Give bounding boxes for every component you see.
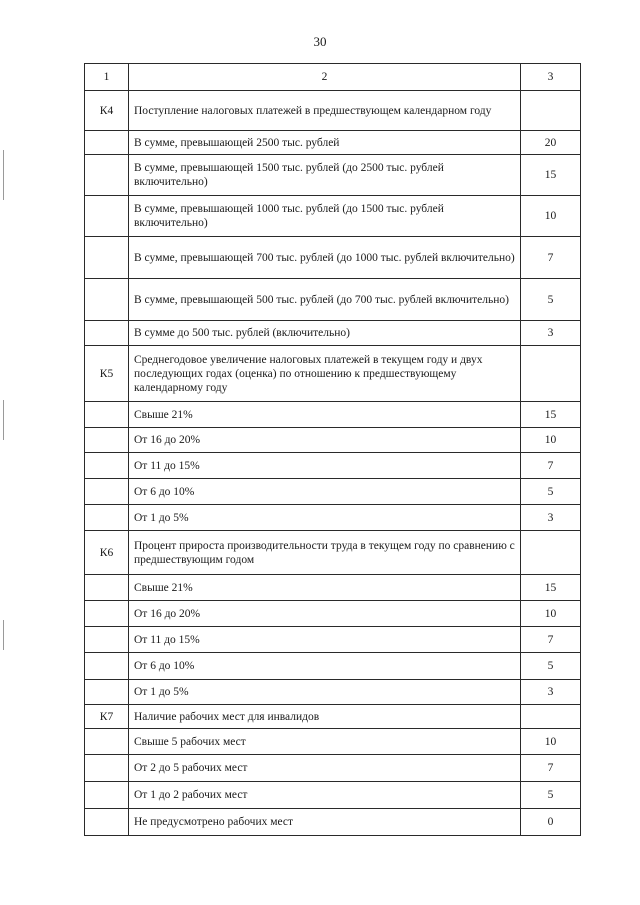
criterion-code — [85, 402, 129, 428]
criterion-code: К5 — [85, 346, 129, 402]
criterion-code — [85, 155, 129, 196]
criterion-text: Процент прироста производительности труда в текущем году по сравнению с предшествующим годом — [129, 531, 521, 575]
page-number: 30 — [313, 34, 327, 49]
criterion-text: От 6 до 10% — [129, 479, 521, 505]
criterion-points — [521, 705, 581, 729]
header-cell-1: 1 — [85, 64, 129, 91]
criterion-text: В сумме, превышающей 500 тыс. рублей (до 700 тыс. рублей включительно) — [129, 279, 521, 321]
criterion-text: Наличие рабочих мест для инвалидов — [129, 705, 521, 729]
criterion-text: В сумме, превышающей 700 тыс. рублей (до 1000 тыс. рублей включительно) — [129, 237, 521, 279]
criterion-points: 20 — [521, 131, 581, 155]
criterion-points: 0 — [521, 809, 581, 836]
criterion-code: К4 — [85, 91, 129, 131]
table-row — [85, 428, 581, 453]
criterion-points: 3 — [521, 505, 581, 531]
criterion-code — [85, 782, 129, 809]
criterion-code — [85, 729, 129, 755]
table-row — [85, 601, 581, 627]
criterion-points: 10 — [521, 428, 581, 453]
table-row — [85, 155, 581, 196]
criterion-points: 3 — [521, 680, 581, 705]
criterion-text: Свыше 21% — [129, 575, 521, 601]
criterion-code — [85, 321, 129, 346]
criterion-code — [85, 601, 129, 627]
criterion-code — [85, 131, 129, 155]
criterion-points: 7 — [521, 755, 581, 782]
criterion-code — [85, 575, 129, 601]
criterion-text: В сумме до 500 тыс. рублей (включительно) — [129, 321, 521, 346]
scan-edge-mark — [3, 400, 4, 440]
criterion-code — [85, 237, 129, 279]
table-row — [85, 653, 581, 680]
criterion-code — [85, 279, 129, 321]
table-row — [85, 346, 581, 402]
criterion-code — [85, 196, 129, 237]
criterion-points: 15 — [521, 155, 581, 196]
table-row — [85, 755, 581, 782]
table-row — [85, 196, 581, 237]
criterion-code: К6 — [85, 531, 129, 575]
table-row — [85, 479, 581, 505]
table-row — [85, 91, 581, 131]
criterion-code — [85, 428, 129, 453]
criterion-points: 10 — [521, 196, 581, 237]
criterion-points: 5 — [521, 479, 581, 505]
criterion-text: Не предусмотрено рабочих мест — [129, 809, 521, 836]
criterion-points: 5 — [521, 279, 581, 321]
criterion-text: От 1 до 2 рабочих мест — [129, 782, 521, 809]
criterion-code — [85, 680, 129, 705]
table-header-row — [85, 64, 581, 91]
table-row — [85, 809, 581, 836]
criterion-text: От 1 до 5% — [129, 505, 521, 531]
criterion-code — [85, 653, 129, 680]
criteria-table — [84, 63, 581, 836]
criterion-code — [85, 453, 129, 479]
criterion-points: 5 — [521, 653, 581, 680]
table-row — [85, 321, 581, 346]
table-row — [85, 279, 581, 321]
criterion-points: 15 — [521, 402, 581, 428]
criterion-text: От 2 до 5 рабочих мест — [129, 755, 521, 782]
table-row — [85, 627, 581, 653]
criterion-points: 7 — [521, 453, 581, 479]
criterion-points: 3 — [521, 321, 581, 346]
criterion-text: В сумме, превышающей 1500 тыс. рублей (до 2500 тыс. рублей включительно) — [129, 155, 521, 196]
criterion-points: 7 — [521, 627, 581, 653]
table-row — [85, 680, 581, 705]
criterion-code — [85, 479, 129, 505]
criterion-code — [85, 755, 129, 782]
table-row — [85, 729, 581, 755]
criterion-text: Свыше 5 рабочих мест — [129, 729, 521, 755]
table-row — [85, 782, 581, 809]
criterion-points — [521, 346, 581, 402]
criterion-text: В сумме, превышающей 1000 тыс. рублей (до 1500 тыс. рублей включительно) — [129, 196, 521, 237]
header-cell-2: 2 — [129, 64, 521, 91]
criterion-points: 7 — [521, 237, 581, 279]
criterion-points — [521, 531, 581, 575]
table-row — [85, 505, 581, 531]
criterion-text: От 1 до 5% — [129, 680, 521, 705]
table-row — [85, 705, 581, 729]
criterion-code — [85, 809, 129, 836]
table-row — [85, 402, 581, 428]
table-row — [85, 531, 581, 575]
criterion-code — [85, 627, 129, 653]
criterion-text: От 11 до 15% — [129, 627, 521, 653]
table-row — [85, 453, 581, 479]
criterion-points: 15 — [521, 575, 581, 601]
scan-edge-mark — [3, 620, 4, 650]
criterion-code — [85, 505, 129, 531]
criterion-points: 10 — [521, 729, 581, 755]
criterion-points — [521, 91, 581, 131]
criterion-text: Поступление налоговых платежей в предшествующем календарном году — [129, 91, 521, 131]
criterion-text: От 16 до 20% — [129, 601, 521, 627]
scan-edge-mark — [3, 150, 4, 200]
criterion-text: От 6 до 10% — [129, 653, 521, 680]
criterion-points: 10 — [521, 601, 581, 627]
table-row — [85, 237, 581, 279]
table-row — [85, 575, 581, 601]
header-cell-3: 3 — [521, 64, 581, 91]
criterion-text: От 11 до 15% — [129, 453, 521, 479]
criterion-points: 5 — [521, 782, 581, 809]
criterion-code: К7 — [85, 705, 129, 729]
table-row — [85, 131, 581, 155]
criterion-text: От 16 до 20% — [129, 428, 521, 453]
criterion-text: Свыше 21% — [129, 402, 521, 428]
criterion-text: В сумме, превышающей 2500 тыс. рублей — [129, 131, 521, 155]
criterion-text: Среднегодовое увеличение налоговых платежей в текущем году и двух последующих годах (оценка) по отношению к предшествующему календарному году — [129, 346, 521, 402]
